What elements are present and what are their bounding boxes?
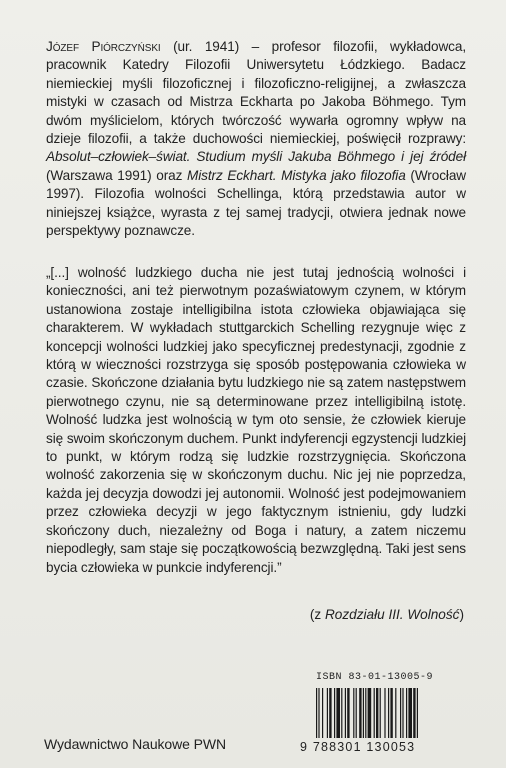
isbn-barcode-block (298, 660, 468, 760)
ean-number: 9 788301 130053 (300, 740, 416, 754)
bio-text-1: (ur. 1941) – profesor filozofii, wykładowca, pracownik Katedry Filozofii Uniwersytetu Łódzkiego. Badacz niemieckiej myśli filozoficznej i filozoficzno-religijnej, a zwłaszcza mistyki w czasach od Mistrza Eckharta po Jakoba Böhmego. Tym dwóm myślicielom, których twórczość wywarła ogromny wpływ na dzieje filozofii, a także duchowości niemieckiej, poświęcił rozprawy: (46, 39, 467, 147)
isbn-label: ISBN 83-01-13005-9 (316, 672, 434, 683)
book-title-1: Absolut–człowiek–świat. Studium myśli Jakuba Böhmego i jej źródeł (46, 149, 466, 165)
bio-text-2: (Warszawa 1991) oraz (46, 167, 188, 183)
author-bio (46, 38, 466, 240)
publisher-name: Wydawnictwo Naukowe PWN (44, 736, 226, 752)
source-prefix: (z (309, 607, 325, 622)
barcode-image (314, 688, 464, 740)
source-suffix: ) (459, 607, 464, 622)
excerpt-quote (46, 264, 466, 577)
book-title-2: Mistrz Eckhart. Mistyka jako filozofia (187, 167, 406, 183)
source-chapter: Rozdziału III. Wolność (324, 607, 460, 622)
quote-source (310, 606, 464, 624)
bio-text-3: (Wrocław 1997). Filozofia wolności Schellinga, którą przedstawia autor w niniejszej książce, wyrasta z tej samej tradycji, otwiera jednak nowe perspektywy poznawcze. (46, 167, 466, 239)
author-name: Józef Piórczyński (46, 39, 161, 54)
quote-text: „[...] wolność ludzkiego ducha nie jest tutaj jednością wolności i konieczności, ani też pierwotnym pozaświatowym czynem, w którym ustanowiona zostaje intelligibilna istota człowieka objawiająca się charakterem. W wykładach stuttgarckich Schelling rezygnuje więc z koncepcji wolności ludzkiej jako specyficznej predestynacji, zgodnie z którą w wieczności rozstrzyga się sposób postępowania człowieka w czasie. Skończone działania bytu ludzkiego nie są zatem następstwem pierwotnego czynu, nie są determinowane przez intelligibilną istotę. Wolność ludzka jest wolnością w tym oto sensie, że człowiek kieruje się swoim skończonym duchem. Punkt indyferencji egzystencji ludzkiej to punkt, w którym rodzą się ludzkie rozstrzygnięcia. Skończona wolność zakorzenia się w skończonym duchu. Nic jej nie poprzedza, każda jej decyzja dowodzi jej autonomii. Wolność jest podejmowaniem przez człowieka decyzji w jego faktycznym istnieniu, gdy ludzki skończony duch, niezależny od Boga i natury, a zatem niczemu niepodległy, sam staje się początkowością bezwzględną. Taki jest sens bycia człowieka w punkcie indyferencji.” (46, 265, 466, 575)
